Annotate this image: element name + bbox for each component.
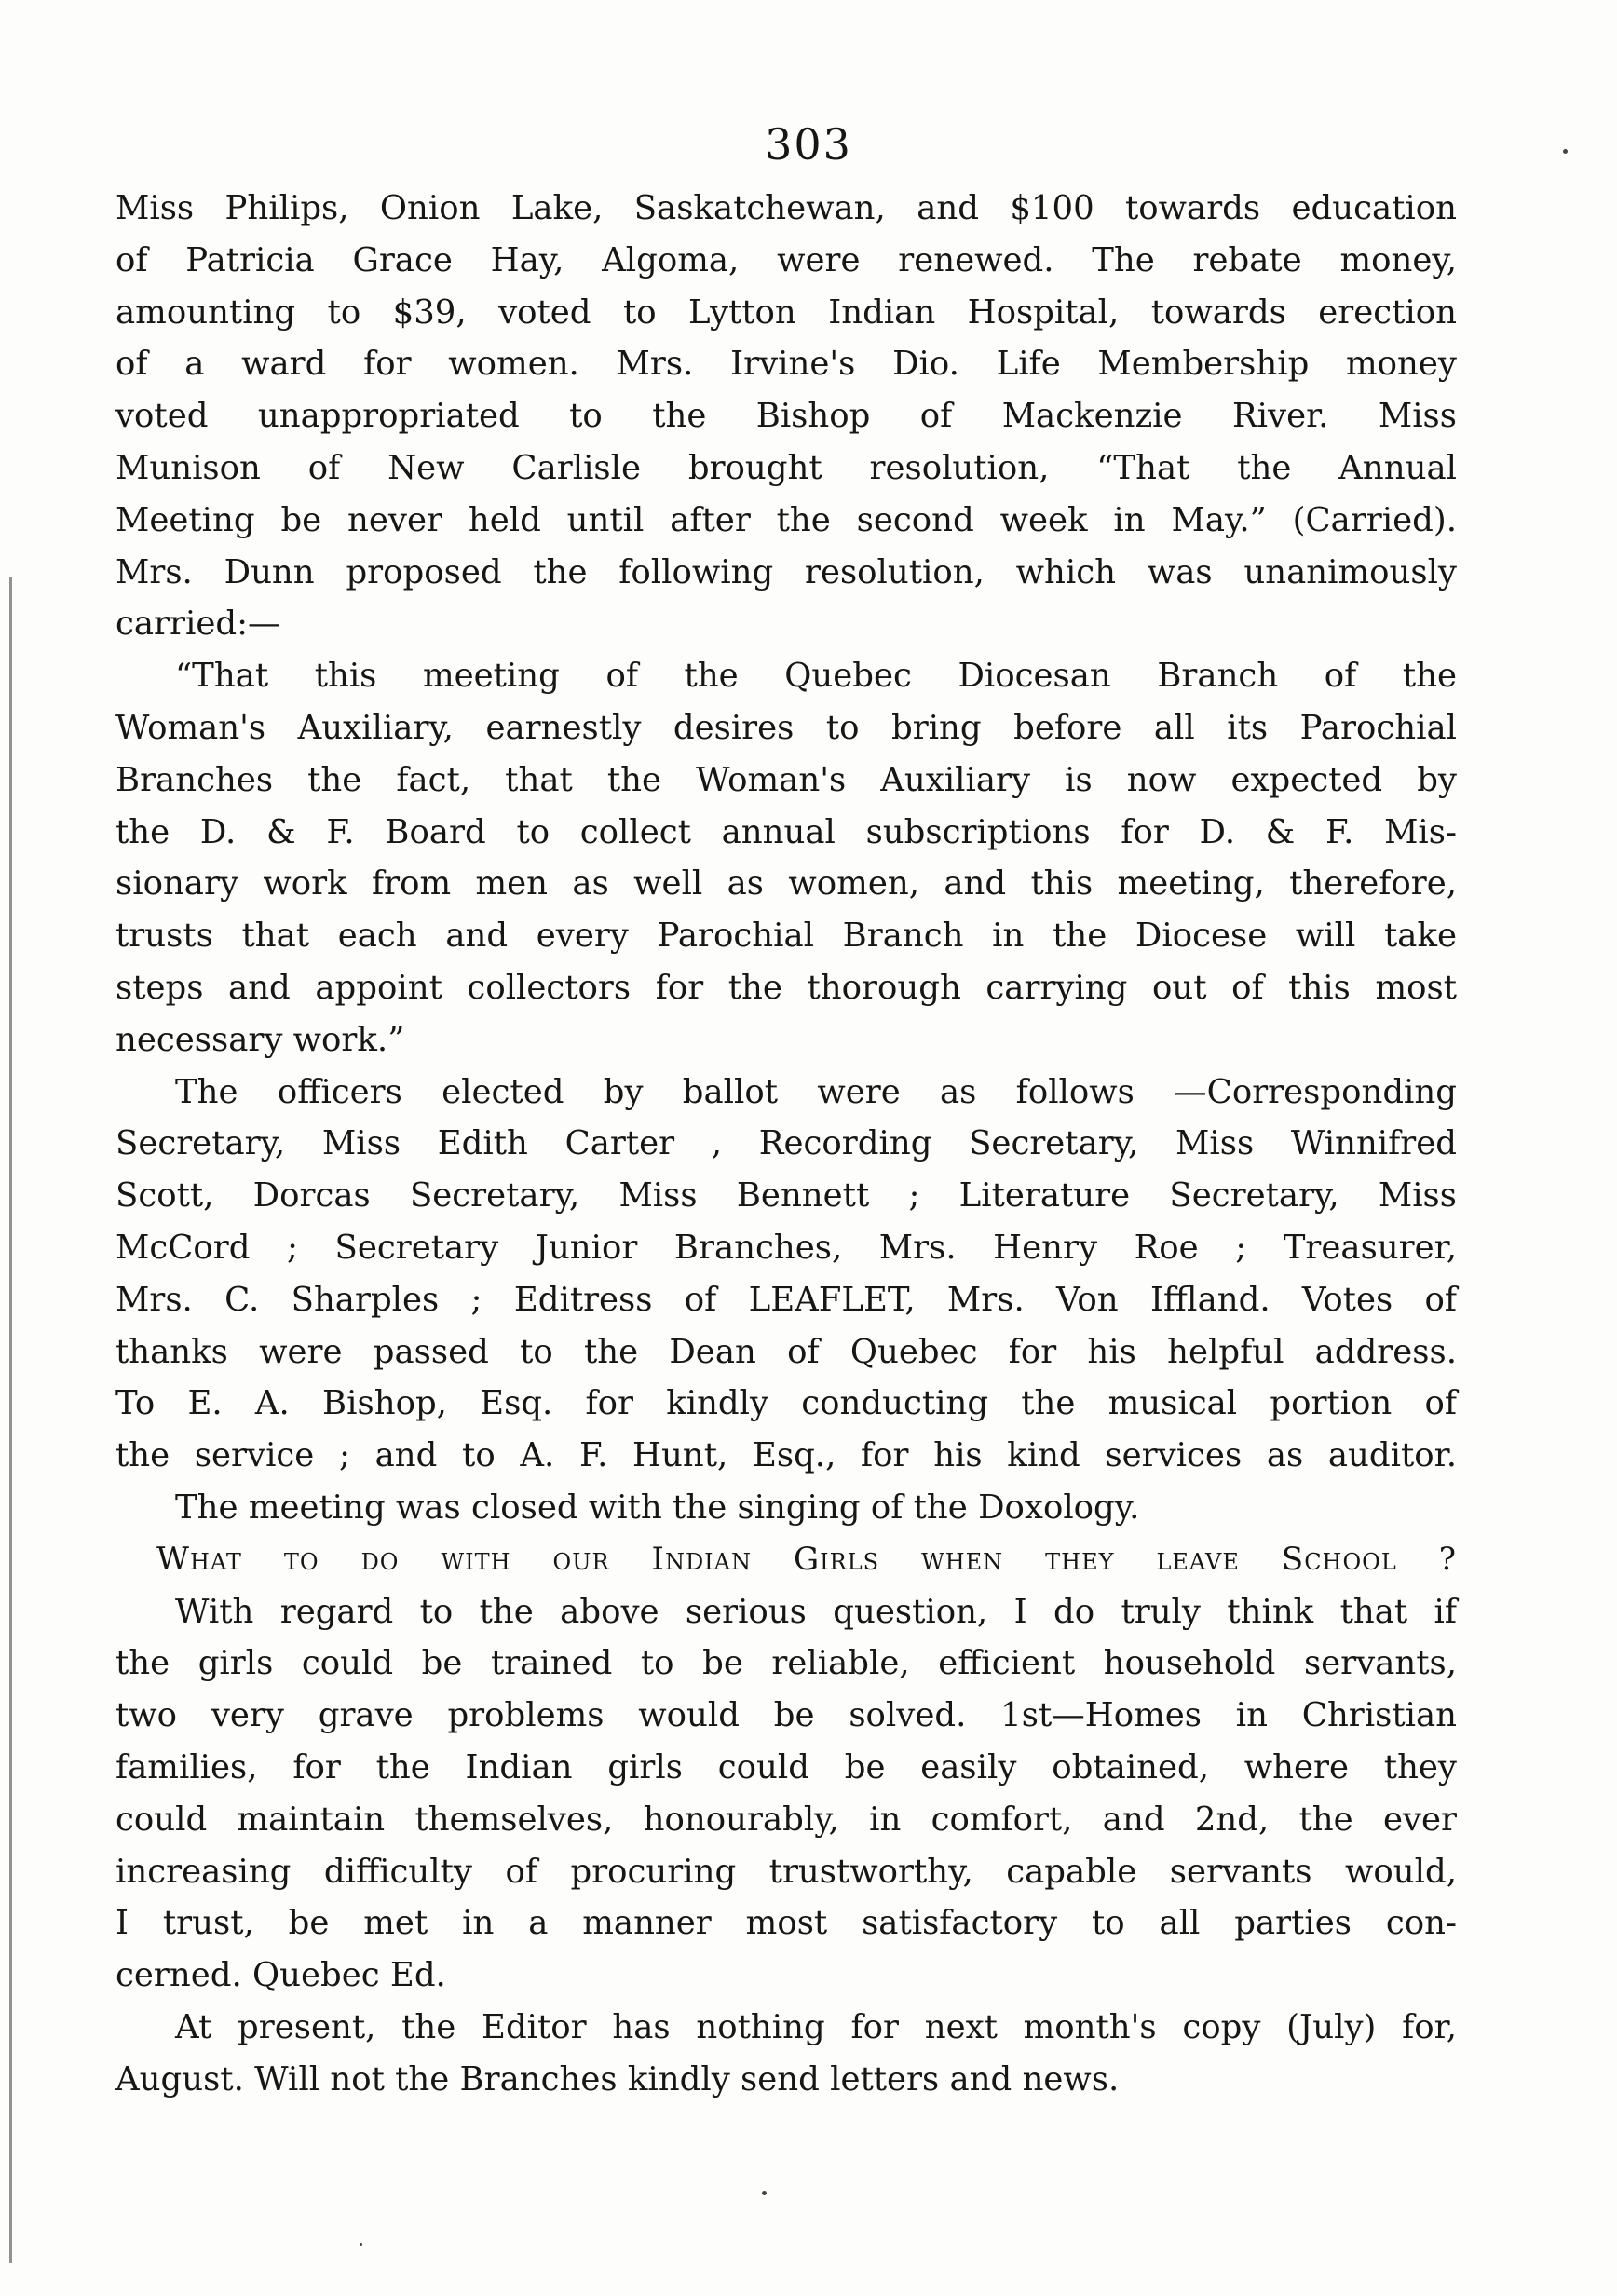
text-line: Mrs. C. Sharples ; Editress of LEAFLET, Mrs. Von Iffland. Votes of: [116, 1280, 1457, 1319]
text-line: the service ; and to A. F. Hunt, Esq., for his kind services as auditor.: [116, 1436, 1457, 1475]
scan-margin-edge: [9, 577, 12, 2263]
text-line: thanks were passed to the Dean of Quebec for his helpful address.: [116, 1332, 1457, 1371]
text-line: Woman's Auxiliary, earnestly desires to bring before all its Parochial: [116, 708, 1457, 747]
text-line: trusts that each and every Parochial Branch in the Diocese will take: [116, 917, 1457, 956]
text-line: Meeting be never held until after the second week in May.” (Carried).: [116, 500, 1457, 539]
text-line: To E. A. Bishop, Esq. for kindly conducting the musical portion of: [116, 1384, 1457, 1423]
text-line: Secretary, Miss Edith Carter , Recording Secretary, Miss Winnifred: [116, 1124, 1457, 1163]
text-line: Branches the fact, that the Woman's Auxiliary is now expected by: [116, 760, 1457, 799]
text-line: families, for the Indian girls could be easily obtained, where they: [116, 1747, 1457, 1787]
text-line: necessary work.”: [116, 1020, 405, 1059]
text-line: the girls could be trained to be reliable, efficient household servants,: [116, 1644, 1457, 1683]
scan-speck: [762, 2191, 767, 2195]
text-line: Munison of New Carlisle brought resolution, “That the Annual: [116, 448, 1457, 487]
text-line: Miss Philips, Onion Lake, Saskatchewan, and $100 towards education: [116, 189, 1457, 227]
text-line: sionary work from men as well as women, and this meeting, therefore,: [116, 864, 1457, 903]
text-line: could maintain themselves, honourably, in comfort, and 2nd, the ever: [116, 1800, 1457, 1839]
text-line: of a ward for women. Mrs. Irvine's Dio. Life Membership money: [116, 345, 1457, 384]
text-line: Scott, Dorcas Secretary, Miss Bennett ; Literature Secretary, Miss: [116, 1176, 1457, 1216]
text-line: August. Will not the Branches kindly send letters and news.: [116, 2059, 1120, 2099]
text-line: The officers elected by ballot were as follows —Corresponding: [175, 1072, 1457, 1111]
text-line: The meeting was closed with the singing of the Doxology.: [175, 1488, 1140, 1527]
scan-speck: [360, 2243, 362, 2246]
text-line: steps and appoint collectors for the thorough carrying out of this most: [116, 968, 1457, 1007]
text-line: I trust, be met in a manner most satisfactory to all parties con-: [116, 1904, 1457, 1943]
text-line: At present, the Editor has nothing for next month's copy (July) for,: [175, 2007, 1457, 2046]
page-number: 303: [765, 119, 852, 170]
text-line: increasing difficulty of procuring trustworthy, capable servants would,: [116, 1852, 1457, 1891]
text-line: “That this meeting of the Quebec Diocesan Branch of the: [175, 657, 1457, 696]
text-line: Mrs. Dunn proposed the following resolution, which was unanimously: [116, 552, 1457, 591]
text-line: of Patricia Grace Hay, Algoma, were renewed. The rebate money,: [116, 240, 1457, 279]
text-line: voted unappropriated to the Bishop of Mackenzie River. Miss: [116, 397, 1457, 436]
section-heading: What to do with our Indian Girls when they leave School ?: [156, 1540, 1457, 1578]
body-text: [116, 183, 1457, 2105]
text-line: McCord ; Secretary Junior Branches, Mrs. Henry Roe ; Treasurer,: [116, 1228, 1457, 1267]
text-line: cerned. Quebec Ed.: [116, 1956, 446, 1995]
text-line: two very grave problems would be solved. 1st—Homes in Christian: [116, 1696, 1457, 1735]
scan-speck: [1563, 149, 1568, 154]
text-line: With regard to the above serious question, I do truly think that if: [175, 1592, 1457, 1631]
text-line: the D. & F. Board to collect annual subscriptions for D. & F. Mis-: [116, 812, 1457, 851]
text-line: amounting to $39, voted to Lytton Indian Hospital, towards erection: [116, 292, 1457, 332]
text-line: carried:—: [116, 605, 281, 644]
